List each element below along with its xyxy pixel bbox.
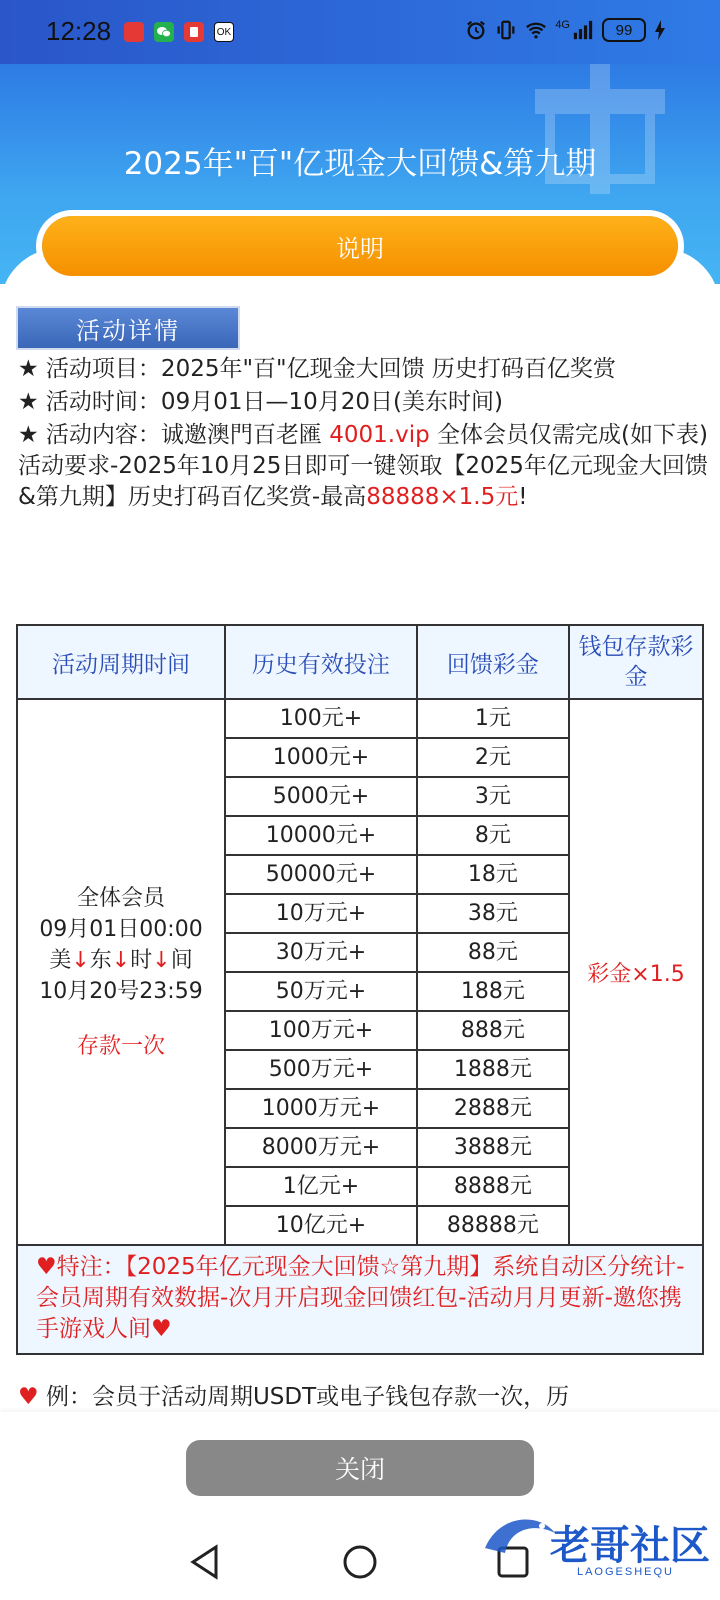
example-text: ♥ 例：会员于活动周期USDT或电子钱包存款一次，历 [18,1384,570,1410]
table-cell-bonus: 888元 [417,1011,569,1050]
table-cell-bet: 10万元+ [225,894,417,933]
deposit-once: 存款一次 [77,1033,166,1059]
table-cell-bet: 10000元+ [225,816,417,855]
home-icon[interactable] [342,1544,378,1580]
status-bar [0,0,720,64]
section-tag-details: 活动详情 [16,306,240,350]
detail-time: ★ 活动时间：09月01日—10月20日(美东时间) [18,389,503,415]
status-right-icons [465,18,666,42]
vibrate-icon [495,19,517,41]
table-cell-bet: 30万元+ [225,933,417,972]
table-cell-bet: 1000元+ [225,738,417,777]
table-cell-bet: 100万元+ [225,1011,417,1050]
col-header-bonus: 回馈彩金 [417,625,569,699]
table-cell-bet: 1000万元+ [225,1089,417,1128]
table-cell-bet: 100元+ [225,699,417,738]
table-cell-bet: 10亿元+ [225,1206,417,1245]
table-cell-bonus: 3888元 [417,1128,569,1167]
table-cell-bonus: 18元 [417,855,569,894]
col-header-bet: 历史有效投注 [225,625,417,699]
wallet-bonus-cell: 彩金×1.5 [569,699,703,1245]
table-cell-bet: 5000元+ [225,777,417,816]
heart-icon: ♥ [36,1254,57,1280]
table-cell-bonus: 1888元 [417,1050,569,1089]
status-app-icons [124,22,234,42]
network-type: 4G [555,19,570,31]
watermark-subtext: LAOGESHEQU [576,1566,674,1578]
table-cell-bonus: 3元 [417,777,569,816]
heart-icon: ♥ [151,1316,172,1342]
detail-item: ★ 活动项目：2025年"百"亿现金大回馈 历史打码百亿奖赏 [18,356,616,382]
page-title: 2025年"百"亿现金大回馈&第九期 [123,146,597,182]
reward-table [16,624,704,1355]
app-notification-icon-2 [184,22,204,42]
detail-content: ★ 活动内容：诚邀澳門百老匯 4001.vip 全体会员仅需完成(如下表)活动要求-2025年10月25日即可一键领取【2025年亿元现金大回馈&第九期】历史打码百亿奖赏-最高88888×1.5元! [18,422,708,510]
table-cell-bonus: 1元 [417,699,569,738]
charging-icon [654,19,666,41]
period-cell: 全体会员 09月01日00:00 美↓东↓时↓间 10月20号23:59 存款一次 [17,699,225,1245]
table-cell-bonus: 8888元 [417,1167,569,1206]
table-cell-bet: 1亿元+ [225,1167,417,1206]
dragon-logo-icon [480,1508,560,1568]
alarm-icon [465,19,487,41]
heart-icon: ♥ [18,1384,39,1410]
app-notification-icon [124,22,144,42]
watermark-logo [480,1500,710,1584]
table-cell-bonus: 188元 [417,972,569,1011]
signal-icon [572,19,594,41]
activity-description [18,354,708,515]
close-button[interactable]: 关闭 [186,1440,534,1496]
max-reward: 88888×1.5元 [366,484,519,510]
battery-indicator: 99 [602,18,646,42]
table-cell-bonus: 2元 [417,738,569,777]
table-cell-bonus: 2888元 [417,1089,569,1128]
ok-icon: OK [214,22,234,42]
explain-button[interactable]: 说明 [42,216,678,276]
table-cell-bonus: 88元 [417,933,569,972]
table-cell-bet: 50000元+ [225,855,417,894]
table-cell-bonus: 38元 [417,894,569,933]
special-note: ♥特注：【2025年亿元现金大回馈☆第九期】系统自动区分统计-会员周期有效数据-次月开启现金回馈红包-活动月月更新-邀您携手游戏人间♥ [17,1245,703,1354]
col-header-period: 活动周期时间 [17,625,225,699]
back-icon[interactable] [188,1544,222,1580]
table-cell-bet: 50万元+ [225,972,417,1011]
site-link[interactable]: 4001.vip [329,422,430,448]
col-header-wallet: 钱包存款彩金 [569,625,703,699]
table-cell-bet: 8000万元+ [225,1128,417,1167]
watermark-text: 老哥社区 [550,1522,710,1569]
wifi-icon [525,19,547,41]
status-time: 12:28 [46,16,112,46]
wechat-icon [154,22,174,42]
table-cell-bet: 500万元+ [225,1050,417,1089]
table-cell-bonus: 8元 [417,816,569,855]
table-cell-bonus: 88888元 [417,1206,569,1245]
